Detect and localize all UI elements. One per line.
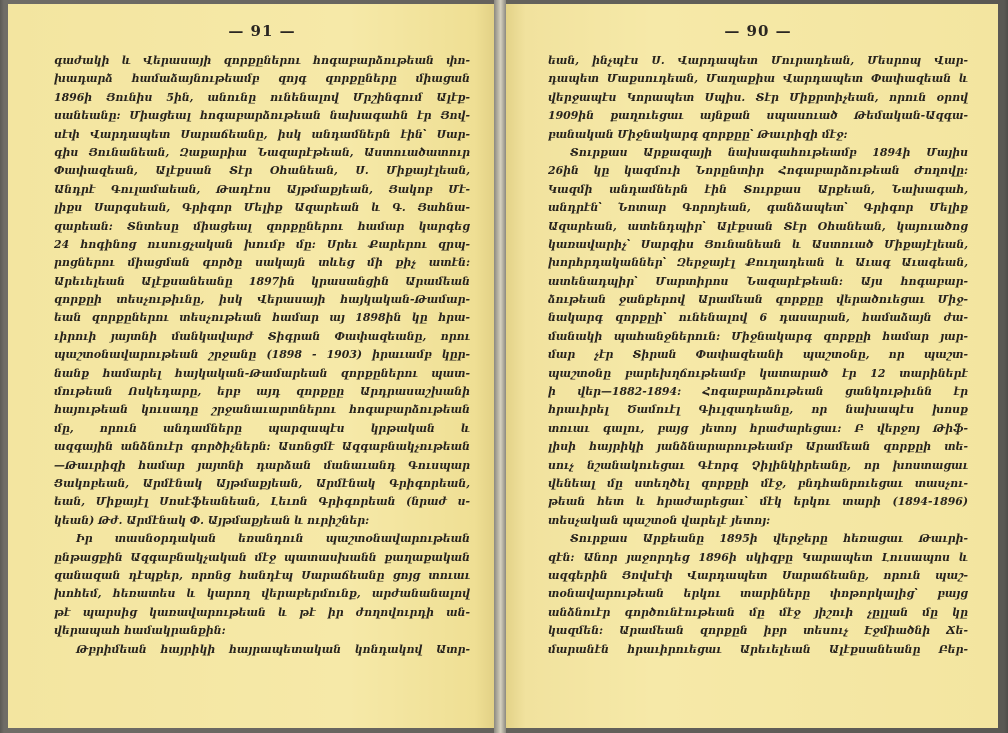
text-line: լիքս Սարգսեան, Գրիգոր Մելիք Ազարեան և Գ. Յահնա- (54, 201, 470, 215)
text-line: խադարձ համաձայնութեամբ զոյգ զորքըները միացան (54, 72, 470, 86)
text-line: նանք համարել հայկական-Թամարեան զորքըներու պատ- (54, 366, 470, 380)
text-line: զէն: Անոր յաջորդեց 1896ի սկիզբը Կարապետ Լուսապոս և (548, 550, 968, 564)
page-number: — 90 — (724, 22, 792, 40)
text-line: եան զորքըներու տեսչութեան համար այ 1898ին կը հրա- (54, 311, 470, 325)
text-line: վերջապէս Կորապետ Սպիս. Տէր Միքրտիչեան, որուն օրով (548, 90, 968, 104)
text-line: Արեւելեան Ալէքսանեանը 1897ին կրասանցին Արամեան (54, 274, 470, 288)
text-line: տուաւ գալու, բայց յետոյ հրաժարեցաւ: Բ վերջոյ Թիֆ- (548, 421, 968, 435)
text-line: 1909ին քաղուեցաւ այնքան սպասուած Թեմական-Ազգա- (548, 109, 968, 123)
text-line: մարանէն հրաւիրուեցաւ Արեւելեան Ալէքսանեանը Բեր- (548, 642, 968, 656)
page-number: — 91 — (228, 22, 296, 40)
text-line: 24 հոգինոց ուսուցչական խումբ մը: Սրեւ Քարերու զրպ- (54, 237, 470, 251)
text-line: վենեալ մը ստեղծել զորքըի մէջ, բնդհանրուեցաւ տասչու- (548, 476, 968, 490)
text-line: մը, որուն անդամները պարզապէս կրթական և (54, 421, 470, 435)
text-line: սանեանը: Միացեալ հոգաբարձութեան նախագահն էր Յով- (54, 109, 470, 123)
text-line: ատենադպիր՝ Մարտիրոս Նազարէթեան: Այս հոգաբար- (548, 274, 968, 288)
text-line: Թբրիմեան հայրիկի հայրապետական կոնդակով Ատր- (76, 642, 470, 656)
text-block (54, 52, 470, 659)
text-line: ընթացքին Ազգաբնակչական մէջ պատասխանն քաղաքական (54, 550, 470, 564)
text-line: անդրէն՝ Նոտար Գորոյեան, գանձապետ՝ Գրիգոր Մելիք (548, 201, 968, 215)
text-line: թեան հետ և հրաժարեցաւ՝ մէկ երկու տարի (1894-1896) (548, 495, 968, 509)
text-line: Իր տասնօրդական եռանդուն պաշտօնավարութեան (76, 532, 470, 546)
text-line: 1896ի Յունիս 5ին, անունը ունենալով Մրշինգում Ալէք- (54, 90, 470, 104)
text-line: Ցակոբեան, Արմէնակ Այթմաքյեան, Արմէնակ Գրիգորեան, (54, 476, 470, 490)
text-line: սէփ Վարդապետ Սարաճեանը, իսկ անդամներն էին՝ Սար- (54, 127, 470, 141)
text-line: եան, Միքայէլ Սոսէֆեանեան, Լեւոն Գրիգորեան (նրաժ ս- (54, 495, 470, 509)
text-line: անձնուէր գործունէութեան մը մէջ յիշուի չըլլան մը կը (548, 605, 968, 619)
text-line: կառավարիչ՝ Սարգիս Յունանեան և Աստուած Միքայէլեան, (548, 237, 968, 251)
text-line: հայութեան կուսադը շրջանաւարտներու հոգաբարձութեան (54, 403, 470, 417)
text-line: Փափազեան, Ալէքսան Տէր Օհանեան, Ս. Միքայէլեան, (54, 164, 470, 178)
text-line: մար չէր Տիրան Փափազեանի պաշտօնը, որ պաշտ- (548, 348, 968, 362)
text-line: ւիրուի յայտնի մանկավարժ Տիգրան Փափազեանը, որու (54, 329, 470, 343)
text-line: Ազարեան, ատենդպիր՝ Ալէքսան Տէր Օհանեան, կայուածոց (548, 219, 968, 233)
text-line: ազգային անձնուէր գործիչներն: Ասոնցմէ Ազգաբնակչութեան (54, 440, 470, 454)
text-line: վերապահ համակրանքին: (54, 624, 226, 638)
text-line: դապետ Մաքսուդեան, Մաղաքիա Վարդապետ Փափազեան և (548, 72, 968, 86)
text-line: մութեան Ոսկեդարը, երբ այդ զորքըը Արդրասաշխանի (54, 385, 470, 399)
text-line: զորքըի տեսչութիւնը, իսկ Վերասայի հայկական-Թամար- (54, 293, 470, 307)
right-page (506, 4, 998, 728)
text-line: խոհեմ, հեռատես և կարող վերաբերմունք, արժանանալով (54, 587, 470, 601)
text-line: պաշտօնը բարեխղճութեամբ կատարած էր 12 տարիներէ (548, 366, 968, 380)
text-line: սուչ նշանակուեցաւ Գէորգ Չիլինկիրեանը, որ խոստացաւ (548, 458, 968, 472)
text-line: —Թաւրիզի համար յայտնի դարձան մանաւանդ Գուսպար (54, 458, 470, 472)
text-line: գաժակի և Վերասայի զորքըներու հոգաբարձութեան փո- (54, 54, 470, 67)
text-line: կազմեն: Արամեան զորքըն իբր տեսուչ Էջմիածնի Ճե- (548, 624, 968, 638)
text-line: կեան) Թժ. Արմէնակ Փ. Այթմաքյեան և ուրիշներ: (54, 513, 370, 527)
text-line: պաշտօնավարութեան շրջանը (1898 - 1903) իրաւամբ կըր- (54, 348, 470, 362)
text-line: Կազմի անդամներն էին Տուրքաս Արքեան, Նախագահ, (548, 182, 968, 196)
text-line: ի վեր—1882-1894: Հոգաբարձութեան ցանկութիւնն էր (548, 385, 968, 399)
text-line: տեսչական պաշտօն վարելէ յետոյ: (548, 513, 771, 527)
text-line: թէ պարսից կառավարութեան և թէ իր ժողովուրդի ան- (54, 605, 470, 619)
text-line: խորհրդականներ՝ Զերջայէլ Քուղադեան և Աւագ Աւագեան, (548, 256, 968, 270)
text-line: մանակի պահանջներուն: Միջնակարգ զորքըի համար յար- (548, 329, 968, 343)
text-line: եան, ինչպէս Ս. Վարդապետ Մուրադեան, Մեսրոպ Վար- (548, 54, 968, 67)
book-gutter (494, 0, 506, 733)
text-line: լիսի հայրիկի յանձնարարութեամբ Արամեան զորքըի տե- (548, 440, 968, 454)
text-line: Տուրքաս Արքեանը 1895ի վերջերը հեռացաւ Թաւրի- (570, 532, 968, 546)
text-block (548, 52, 968, 659)
text-line: Տուրքաս Արքազայի նախագահութեամբ 1894ի Մայիս (570, 145, 968, 159)
text-line: գիս Յունանեան, Զաքարիա Նազարէթեան, Աստուածատուր (54, 145, 470, 159)
text-line: զարեան: Տնտեսը միացեալ զորքըներու համար կարգեց (54, 219, 470, 233)
text-line: 26ին կը կազմուի Նորընտիր Հոգաբարձութեան Ժողովը: (548, 164, 968, 178)
text-line: զանազան դէպքեր, որոնց հանդէպ Սարաճեանը ցոյց տուաւ (54, 568, 470, 582)
text-line: ձութեան ջանքերով Արամեան զորքըը վերածուեցաւ Միջ- (548, 293, 968, 307)
text-line: ազգերին Յովսէփ Վարդապետ Սարաճեանը, որուն պաշ- (548, 568, 968, 582)
text-line: հրաւիրել Ծամուէլ Գիւլզադեանը, որ նախապէս խոսք (548, 403, 968, 417)
text-line: րոցներու միացման գործը սակայն տևեց մի քիչ ատէն: (54, 256, 470, 270)
left-page (8, 4, 494, 728)
text-line: Անդրէ Գուլամաեան, Թադէոս Այթմաքյեան, Յակոբ Մէ- (54, 182, 470, 196)
text-line: բանական Միջնակարգ զորքըը՝ Թաւրիզի մէջ: (548, 127, 848, 141)
text-line: տօնավարութեան երկու տարիները փոթորկալից՝ բայց (548, 587, 968, 601)
text-line: նակարգ զորքըի՝ ունենալով 6 դասարան, համաձայն ժա- (548, 311, 968, 325)
